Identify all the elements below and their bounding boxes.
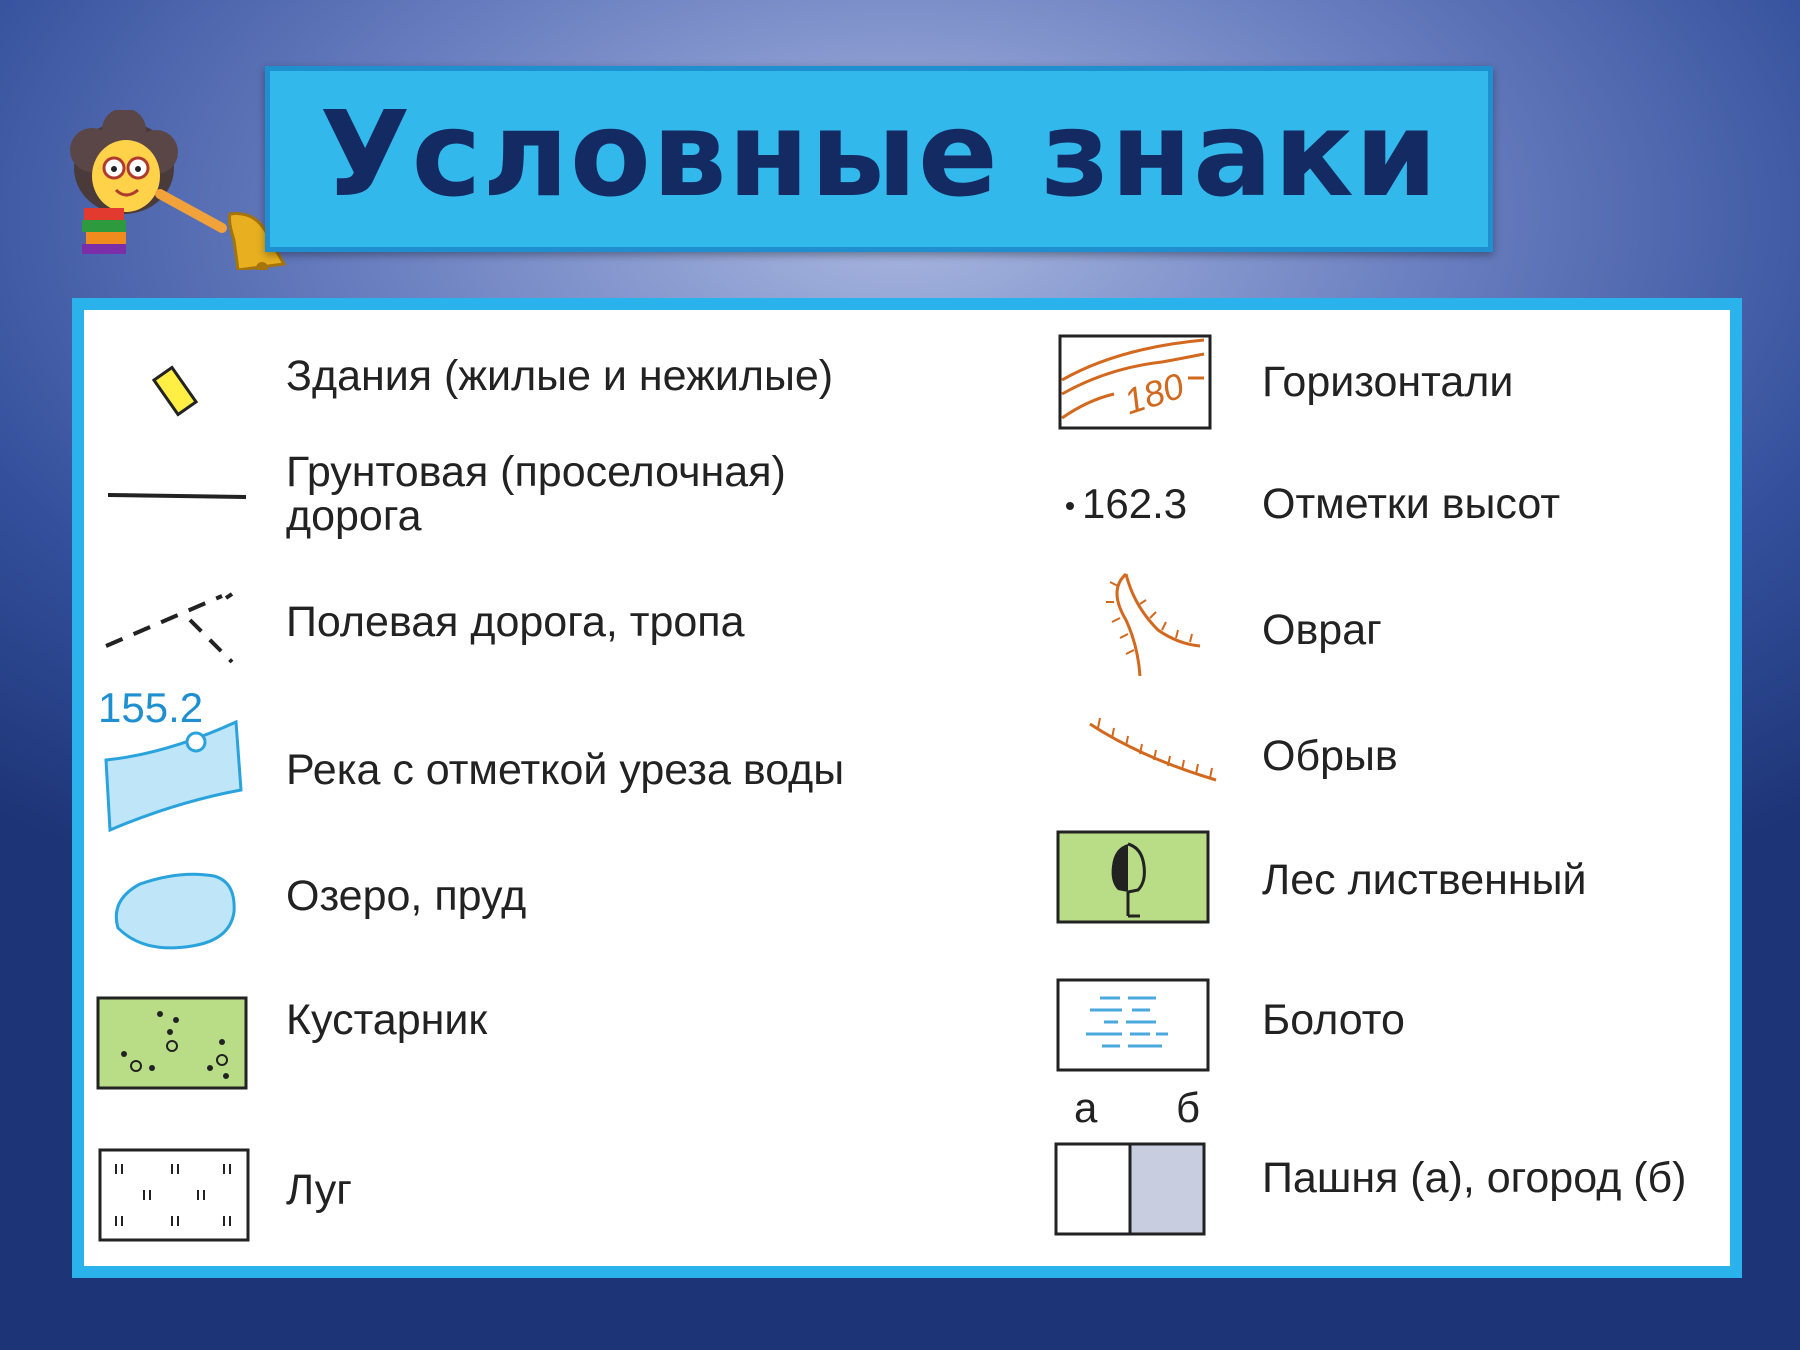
river-water-mark: 155.2 xyxy=(98,684,204,731)
building-icon xyxy=(142,356,212,431)
legend-label-forest: Лес лиственный xyxy=(1262,856,1587,904)
title-banner xyxy=(265,66,1493,252)
river-icon xyxy=(96,682,256,837)
meadow-icon xyxy=(98,1148,252,1249)
legend-label-dirt-road: Грунтовая (проселочная) дорога xyxy=(286,448,786,540)
legend-label-shrub: Кустарник xyxy=(286,996,488,1044)
ravine-icon xyxy=(1096,564,1206,689)
arable-sublabel-a: а xyxy=(1074,1084,1098,1131)
contour-lines-icon xyxy=(1058,334,1214,437)
garden-sublabel-b: б xyxy=(1176,1084,1201,1131)
legend-label-buildings: Здания (жилые и нежилые) xyxy=(286,352,834,400)
cliff-icon xyxy=(1082,710,1222,805)
lake-icon xyxy=(104,866,244,961)
legend-label-contours: Горизонтали xyxy=(1262,358,1514,406)
legend-label-spot-heights: Отметки высот xyxy=(1262,480,1561,528)
field-road-icon xyxy=(102,582,242,677)
contour-mark: 180 xyxy=(1118,364,1189,423)
spot-height-icon xyxy=(1060,478,1220,533)
legend-panel xyxy=(72,298,1742,1278)
legend-label-cliff: Обрыв xyxy=(1262,732,1398,780)
arable-garden-icon xyxy=(1054,1142,1210,1243)
legend-label-arable: Пашня (а), огород (б) xyxy=(1262,1154,1687,1202)
spot-height-mark: 162.3 xyxy=(1082,480,1188,527)
legend-label-field-road: Полевая дорога, тропа xyxy=(286,598,745,646)
legend-label-river: Река с отметкой уреза воды xyxy=(286,746,845,794)
shrub-icon xyxy=(96,996,250,1097)
swamp-icon xyxy=(1056,978,1212,1079)
legend-label-meadow: Луг xyxy=(286,1166,352,1214)
page-title: Условные знаки xyxy=(319,85,1439,223)
dirt-road-icon xyxy=(104,486,254,511)
legend-label-lake: Озеро, пруд xyxy=(286,872,527,920)
legend-label-ravine: Овраг xyxy=(1262,606,1382,654)
deciduous-forest-icon xyxy=(1056,830,1212,931)
legend-label-swamp: Болото xyxy=(1262,996,1405,1044)
